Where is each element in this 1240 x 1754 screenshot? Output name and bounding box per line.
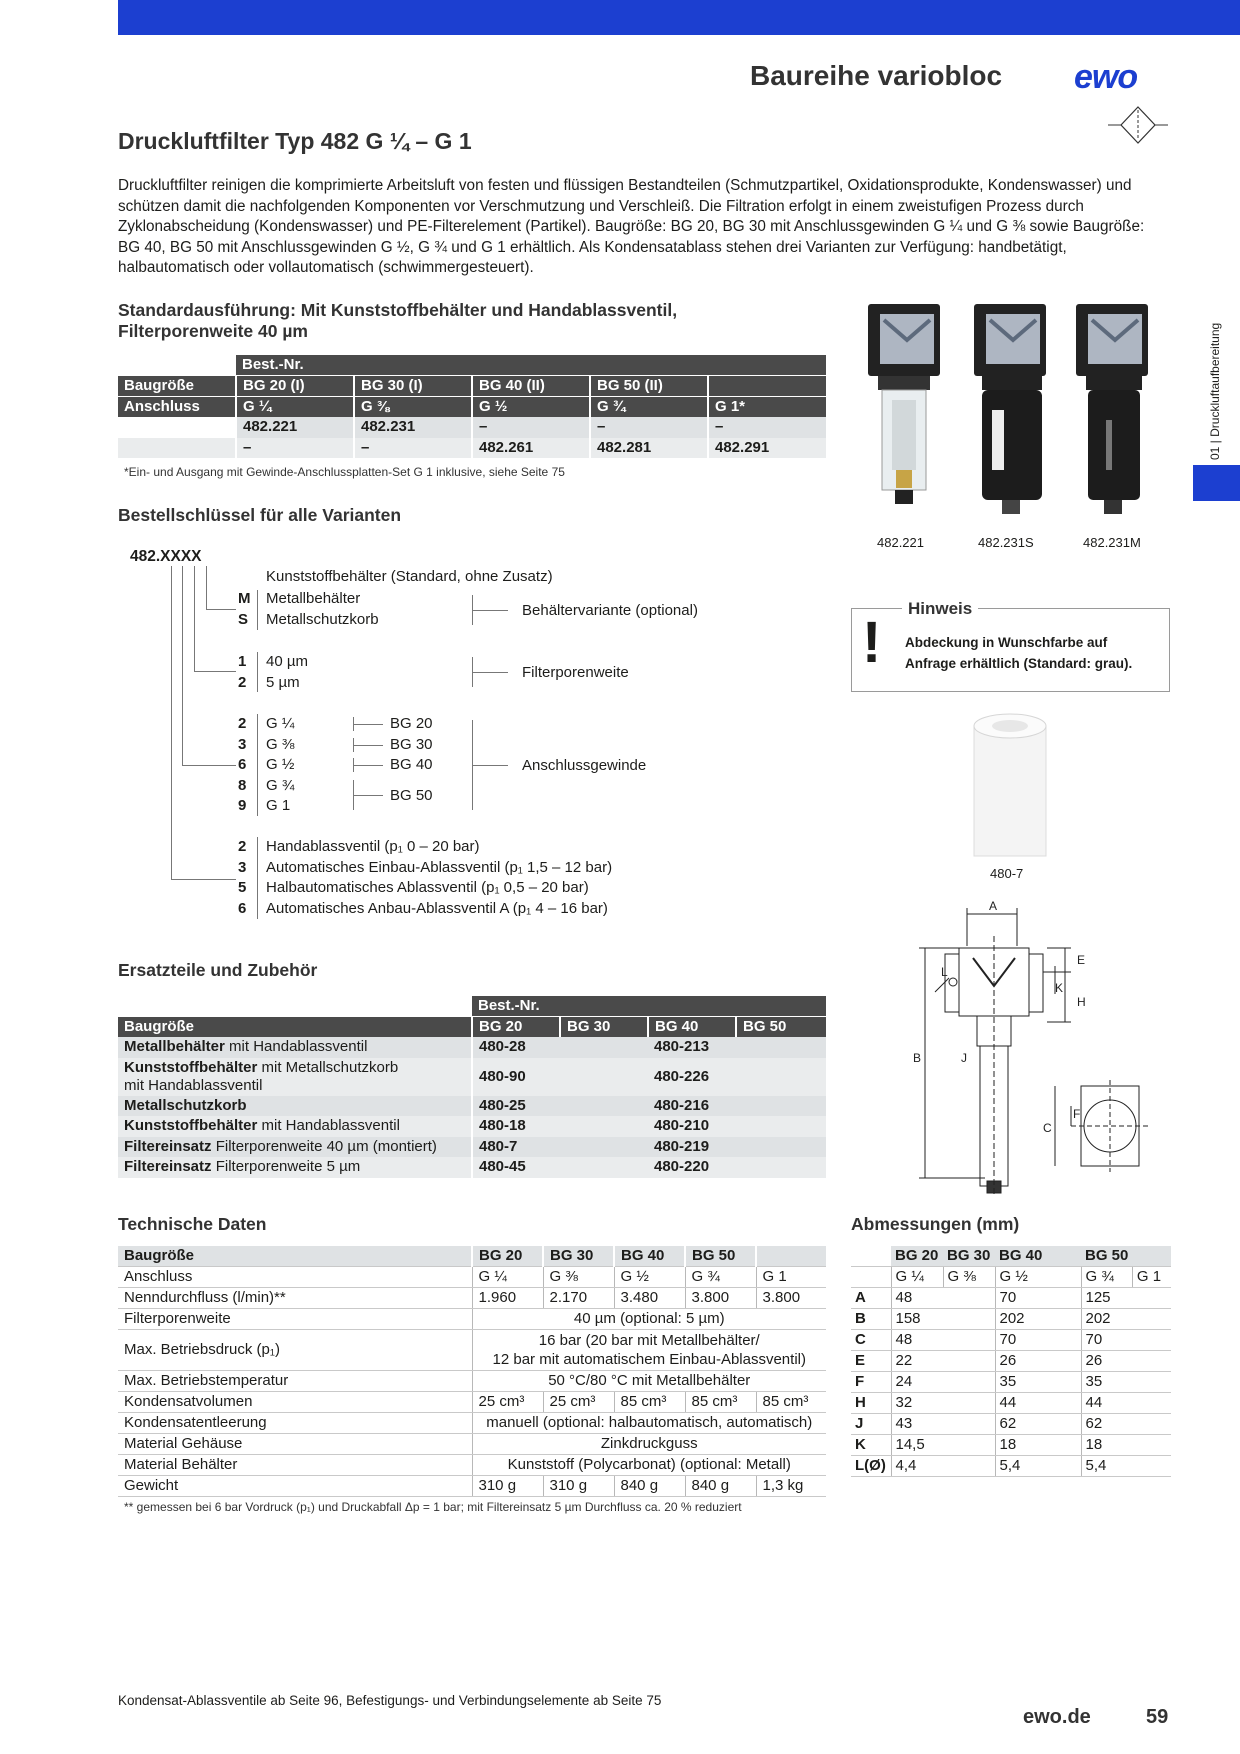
product-photos — [862, 300, 1162, 532]
table-row: Material Gehäuse Zinkdruckguss — [118, 1434, 826, 1455]
order-key-bg-list: BG 20 BG 30 BG 40 BG 50 — [390, 715, 433, 804]
order-key-default: Kunststoffbehälter (Standard, ohne Zusatz) — [266, 568, 553, 585]
dim-label-b: B — [913, 1051, 922, 1065]
standard-footnote: *Ein- und Ausgang mit Gewinde-Anschlussplatten-Set G 1 inklusive, siehe Seite 75 — [124, 465, 565, 479]
product-482231S-image — [974, 304, 1046, 514]
table-row: G ¼ G ⅜ G ½ G ¾ G 1 — [851, 1267, 1171, 1288]
table-row: Kunststoffbehälter mit Metallschutzkorb mit Handablassventil 480-90 480-226 — [118, 1058, 826, 1096]
filter-symbol-icon — [1108, 104, 1168, 146]
table-row: Material Behälter Kunststoff (Polycarbonat) (optional: Metall) — [118, 1455, 826, 1476]
dim-label-c: C — [1043, 1121, 1052, 1135]
table-row: Gewicht 310 g 310 g 840 g 840 g 1,3 kg — [118, 1476, 826, 1497]
table-row: Kondensatentleerung manuell (optional: halbautomatisch, automatisch) — [118, 1413, 826, 1434]
warning-icon: ! — [862, 610, 882, 675]
page-title: Druckluftfilter Typ 482 G ¼ – G 1 — [118, 128, 472, 154]
order-key-g1-label: Behältervariante (optional) — [522, 602, 698, 619]
table-row: C 48 70 70 — [851, 1330, 1171, 1351]
order-key-g3-label: Anschlussgewinde — [522, 757, 647, 774]
tech-footnote: ** gemessen bei 6 bar Vordruck (p₁) und Druckabfall Δp = 1 bar; mit Filtereinsatz 5 µm Durchfluss ca. 20 % reduziert — [124, 1500, 742, 1514]
product-label-3: 482.231M — [1083, 535, 1141, 550]
dim-label-e: E — [1077, 953, 1086, 967]
spare-parts-table: Best.-Nr. Baugröße BG 20 BG 30 BG 40 BG 50 Metallbehälter mit Handablassventil 480-28 480-213 Kunststoffbehälter mit Metallschutzkorb mit Handablassventil 480-90 480-226 Metallschutzkorb 480-25 480-216 Kunststoffbehälter mit Handablassventil 480-18 480-210 Filtereinsatz Filterporenweite 40 µm (montiert) 480-7 480-219 Filtereinsatz Filterporenweite 5 µm 480-45 480-220 — [118, 996, 826, 1178]
dimensions-table: BG 20 BG 30 BG 40 BG 50 G ¼ G ⅜ G ½ G ¾ G 1 A 48 70 125 B 158 202 202 C 48 70 70 E 22 26 26 F 24 35 35 H 32 44 44 J 43 62 62 K 14,5 18 18 L(Ø) 4,4 5,4 5,4 — [851, 1246, 1171, 1477]
standard-heading-1: Standardausführung: Mit Kunststoffbehälter und Handablassventil, — [118, 300, 678, 320]
table-row: Filtereinsatz Filterporenweite 5 µm 480-45 480-220 — [118, 1157, 826, 1178]
footer-website[interactable]: ewo.de — [1023, 1706, 1091, 1728]
table-row: Max. Betriebsdruck (p₁) 16 bar (20 bar mit Metallbehälter/ 12 bar mit automatischem Einbau-Ablassventil) — [118, 1330, 826, 1371]
table-row: E 22 26 26 — [851, 1351, 1171, 1372]
table-row: A 48 70 125 — [851, 1288, 1171, 1309]
table-row: Metallschutzkorb 480-25 480-216 — [118, 1096, 826, 1117]
order-key-g2-label: Filterporenweite — [522, 664, 629, 681]
order-key-group-container: M Metallbehälter S Metallschutzkorb — [238, 590, 379, 628]
series-title: Baureihe variobloc — [750, 60, 1003, 91]
table-row: 482.221 482.231 – – – — [118, 417, 826, 438]
table-row: Filtereinsatz Filterporenweite 40 µm (montiert) 480-7 480-219 — [118, 1137, 826, 1158]
hinweis-text: Abdeckung in Wunschfarbe auf Anfrage erhältlich (Standard: grau). — [905, 635, 1133, 671]
table-row: Metallbehälter mit Handablassventil 480-28 480-213 — [118, 1037, 826, 1058]
table-row: Kondensatvolumen 25 cm³ 25 cm³ 85 cm³ 85 cm³ 85 cm³ — [118, 1392, 826, 1413]
dim-label-h: H — [1077, 995, 1086, 1009]
table-row: L(Ø) 4,4 5,4 5,4 — [851, 1456, 1171, 1477]
page-number: 59 — [1146, 1706, 1169, 1728]
dim-label-l: L — [941, 965, 948, 979]
table-row: Kunststoffbehälter mit Handablassventil 480-18 480-210 — [118, 1116, 826, 1137]
hinweis-title: Hinweis — [902, 599, 978, 619]
order-key-group-thread: 2 G ¼ 3 G ⅜ 6 G ½ 8 G ¾ 9 G 1 — [238, 715, 295, 814]
dimension-drawing — [905, 896, 1175, 1196]
dim-label-k: K — [1055, 981, 1064, 995]
tech-heading: Technische Daten — [118, 1214, 267, 1234]
table-row: J 43 62 62 — [851, 1414, 1171, 1435]
table-row: Max. Betriebstemperatur 50 °C/80 °C mit Metallbehälter — [118, 1371, 826, 1392]
footer-note: Kondensat-Ablassventile ab Seite 96, Befestigungs- und Verbindungselemente ab Seite 75 — [118, 1693, 662, 1708]
dims-heading: Abmessungen (mm) — [851, 1214, 1020, 1234]
filter-element-label: 480-7 — [990, 866, 1024, 881]
table-row: Anschluss G ¼ G ⅜ G ½ G ¾ G 1 — [118, 1267, 826, 1288]
order-key-group-drain: 2 Handablassventil (p₁ 0 – 20 bar) 3 Automatisches Einbau-Ablassventil (p₁ 1,5 – 12 bar) 5 Halbautomatisches Ablassventil (p₁ 0,5 – 20 bar) 6 Automatisches Anbau-Ablassventil A (p₁ 4 – 16 bar) — [238, 838, 613, 917]
spare-heading: Ersatzteile und Zubehör — [118, 960, 318, 980]
table-row: Filterporenweite 40 µm (optional: 5 µm) — [118, 1309, 826, 1330]
order-key-heading: Bestellschlüssel für alle Varianten — [118, 505, 402, 525]
table-row: K 14,5 18 18 — [851, 1435, 1171, 1456]
table-row: – – 482.261 482.281 482.291 — [118, 438, 826, 459]
ewo-logo: ewo — [1074, 58, 1138, 96]
dim-label-j: J — [961, 1051, 967, 1065]
table-row: F 24 35 35 — [851, 1372, 1171, 1393]
product-482231M-image — [1076, 304, 1148, 514]
table-row: H 32 44 44 — [851, 1393, 1171, 1414]
dim-label-f: F — [1073, 1107, 1081, 1121]
filter-element-image — [970, 710, 1050, 860]
product-482221-image — [868, 304, 940, 504]
product-label-1: 482.221 — [877, 535, 924, 550]
standard-table: Best.-Nr. Baugröße BG 20 (I) BG 30 (I) BG 40 (II) BG 50 (II) Anschluss G ¼ G ⅜ G ½ G ¾ G 1* 482.221 482.231 – – – – – 482.261 482.281 482.291 — [118, 355, 826, 458]
table-row: B 158 202 202 — [851, 1309, 1171, 1330]
tech-data-table: Baugröße BG 20 BG 30 BG 40 BG 50 Anschluss G ¼ G ⅜ G ½ G ¾ G 1 Nenndurchfluss (l/min)** 1.960 2.170 3.480 3.800 3.800 Filterporenweite 40 µm (optional: 5 µm) Max. Betriebsdruck (p₁) 16 bar (20 bar mit Metallbehälter/ 12 bar mit automatischem Einbau-Ablassventil) Max. Betriebstemperatur 50 °C/80 °C mit Metallbehälter Kondensatvolumen 25 cm³ 25 cm³ 85 cm³ 85 cm³ 85 cm³ Kondensatentleerung manuell (optional: halbautomatisch, automatisch) Material Gehäuse Zinkdruckguss Material Behälter Kunststoff (Polycarbonat) (optional: Metall) Gewicht 310 g 310 g 840 g 840 g 1,3 kg — [118, 1246, 826, 1497]
chapter-tab — [1193, 465, 1240, 501]
dim-label-a: A — [989, 899, 998, 913]
best-nr-header: Best.-Nr. — [236, 355, 826, 376]
product-label-2: 482.231S — [978, 535, 1034, 550]
order-key-code: 482.XXXX — [130, 548, 202, 565]
table-row: Nenndurchfluss (l/min)** 1.960 2.170 3.480 3.800 3.800 — [118, 1288, 826, 1309]
top-color-bar — [118, 0, 1240, 35]
chapter-label: 01 | Druckluftaufbereitung — [1208, 322, 1222, 460]
standard-heading-2: Filterporenweite 40 µm — [118, 321, 308, 341]
order-key-group-pore: 1 40 µm 2 5 µm — [238, 653, 308, 691]
intro-text: Druckluftfilter reinigen die komprimierte Arbeitsluft von festen und flüssigen Bestandteilen (Schmutzpartikel, Oxidationsprodukte, Kondenswasser) und schützen damit die nachfolgenden Komponenten vor Verschmutzung und Verschleiß. Die Filtration erfolgt in einem zweistufigen Prozess durch Zyklonabscheidung (Kondenswasser) und PE-Filterelement (Partikel). Baugröße: BG 20, BG 30 mit Anschlussgewinden G ¼ und G ⅜ sowie Baugröße: BG 40, BG 50 mit Anschlussgewinden G ½, G ¾ und G 1 erhältlich. Als Kondensatablass stehen drei Varianten zur Verfügung: handbetätigt, halbautomatisch oder vollautomatisch (schwimmergesteuert). — [118, 177, 1145, 277]
